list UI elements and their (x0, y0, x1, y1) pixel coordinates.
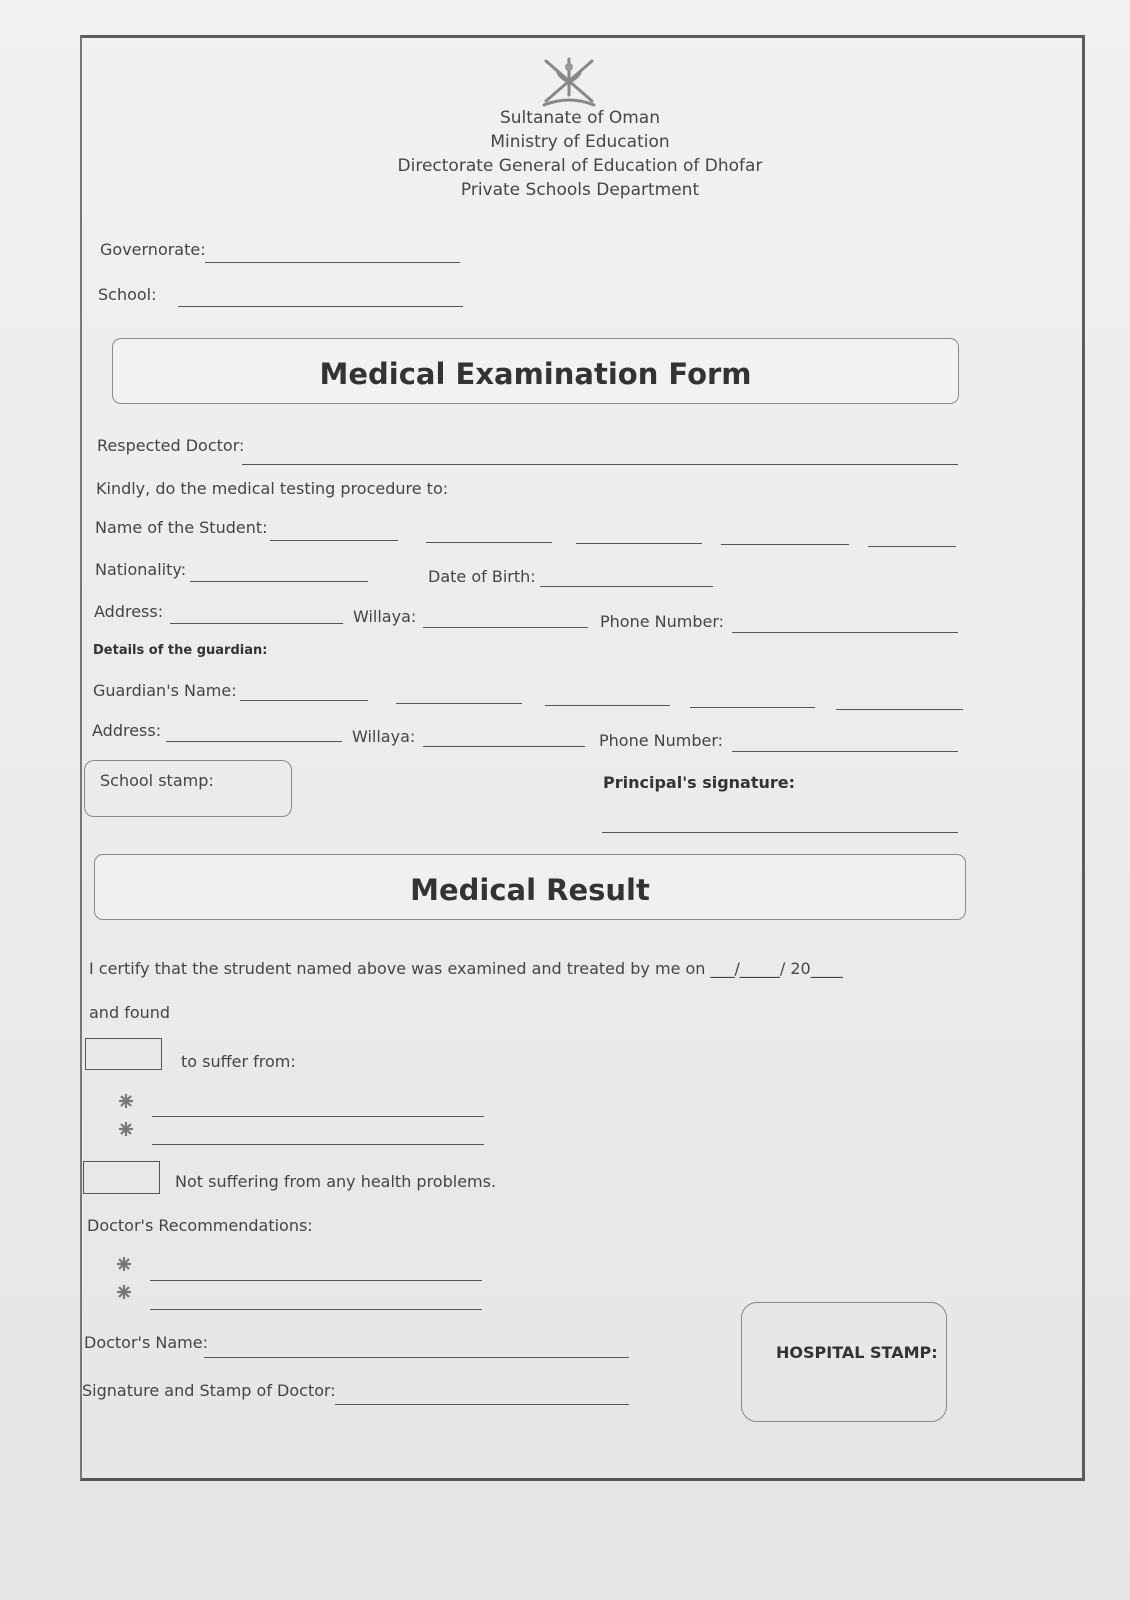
nationality-line[interactable] (190, 581, 368, 582)
student-name-line-1[interactable] (270, 540, 398, 541)
school-stamp-label: School stamp: (100, 771, 214, 790)
guardian-name-line-1[interactable] (240, 700, 368, 701)
not-suffering-label: Not suffering from any health problems. (175, 1172, 497, 1191)
address-label: Address: (94, 602, 164, 621)
student-name-line-3[interactable] (576, 543, 702, 544)
asterisk-bullet-icon (117, 1257, 131, 1271)
header-department: Private Schools Department (460, 180, 700, 200)
address-line[interactable] (170, 623, 343, 624)
student-name-line-4[interactable] (721, 544, 849, 545)
header-ministry: Ministry of Education (490, 132, 670, 152)
hospital-stamp-label: HOSPITAL STAMP: (776, 1343, 938, 1362)
doctor-name-line[interactable] (204, 1357, 629, 1358)
hospital-stamp-box[interactable] (741, 1302, 947, 1422)
student-name-line-5[interactable] (868, 546, 956, 547)
suffer-line-2[interactable] (152, 1144, 484, 1145)
student-name-line-2[interactable] (426, 542, 552, 543)
recommendations-label: Doctor's Recommendations: (87, 1216, 313, 1235)
suffer-line-1[interactable] (152, 1116, 484, 1117)
governorate-label: Governorate: (100, 240, 206, 259)
guardian-name-line-4[interactable] (690, 707, 815, 708)
header-directorate: Directorate General of Education of Dhofar (397, 156, 763, 176)
form-title-box (112, 338, 959, 404)
willaya-line[interactable] (423, 627, 588, 628)
asterisk-bullet-icon (119, 1122, 133, 1136)
respected-doctor-label: Respected Doctor: (97, 436, 245, 455)
dob-line[interactable] (540, 586, 713, 587)
and-found-text: and found (89, 1003, 171, 1022)
nationality-label: Nationality: (95, 560, 187, 579)
header-country: Sultanate of Oman (499, 108, 660, 128)
guardian-address-line[interactable] (166, 741, 342, 742)
not-suffering-checkbox[interactable] (83, 1161, 160, 1194)
asterisk-bullet-icon (117, 1285, 131, 1299)
guardian-willaya-label: Willaya: (352, 727, 416, 746)
guardian-name-line-3[interactable] (545, 705, 670, 706)
guardian-heading: Details of the guardian: (93, 643, 268, 658)
recommendation-line-1[interactable] (150, 1280, 482, 1281)
recommendation-line-2[interactable] (150, 1309, 482, 1310)
form-title: Medical Examination Form (319, 357, 752, 391)
guardian-phone-label: Phone Number: (599, 731, 724, 750)
certify-text: I certify that the strudent named above was examined and treated by me on ___/_____/ 20____ (89, 959, 843, 978)
result-title-box (94, 854, 966, 920)
doctor-signature-line[interactable] (335, 1404, 629, 1405)
result-title: Medical Result (410, 873, 650, 907)
guardian-phone-line[interactable] (732, 751, 958, 752)
doctor-signature-label: Signature and Stamp of Doctor: (82, 1381, 336, 1400)
school-label: School: (98, 285, 157, 304)
respected-doctor-line[interactable] (242, 464, 958, 465)
principal-signature-label: Principal's signature: (603, 773, 796, 792)
form-border (80, 35, 1085, 1481)
suffer-from-label: to suffer from: (181, 1052, 296, 1071)
willaya-label: Willaya: (353, 607, 417, 626)
principal-signature-line[interactable] (602, 832, 958, 833)
governorate-line[interactable] (205, 262, 460, 263)
asterisk-bullet-icon (119, 1094, 133, 1108)
kindly-text: Kindly, do the medical testing procedure to: (96, 479, 449, 498)
suffer-from-checkbox[interactable] (85, 1038, 162, 1070)
student-name-label: Name of the Student: (95, 518, 268, 537)
school-stamp-box[interactable] (84, 760, 292, 817)
phone-line[interactable] (732, 632, 958, 633)
guardian-willaya-line[interactable] (423, 746, 585, 747)
dob-label: Date of Birth: (428, 567, 536, 586)
guardian-name-line-5[interactable] (836, 709, 963, 710)
guardian-address-label: Address: (92, 721, 162, 740)
guardian-name-line-2[interactable] (396, 703, 522, 704)
guardian-name-label: Guardian's Name: (93, 681, 237, 700)
phone-label: Phone Number: (600, 612, 725, 631)
oman-emblem-icon (538, 55, 600, 110)
school-line[interactable] (178, 306, 463, 307)
doctor-name-label: Doctor's Name: (84, 1333, 208, 1352)
